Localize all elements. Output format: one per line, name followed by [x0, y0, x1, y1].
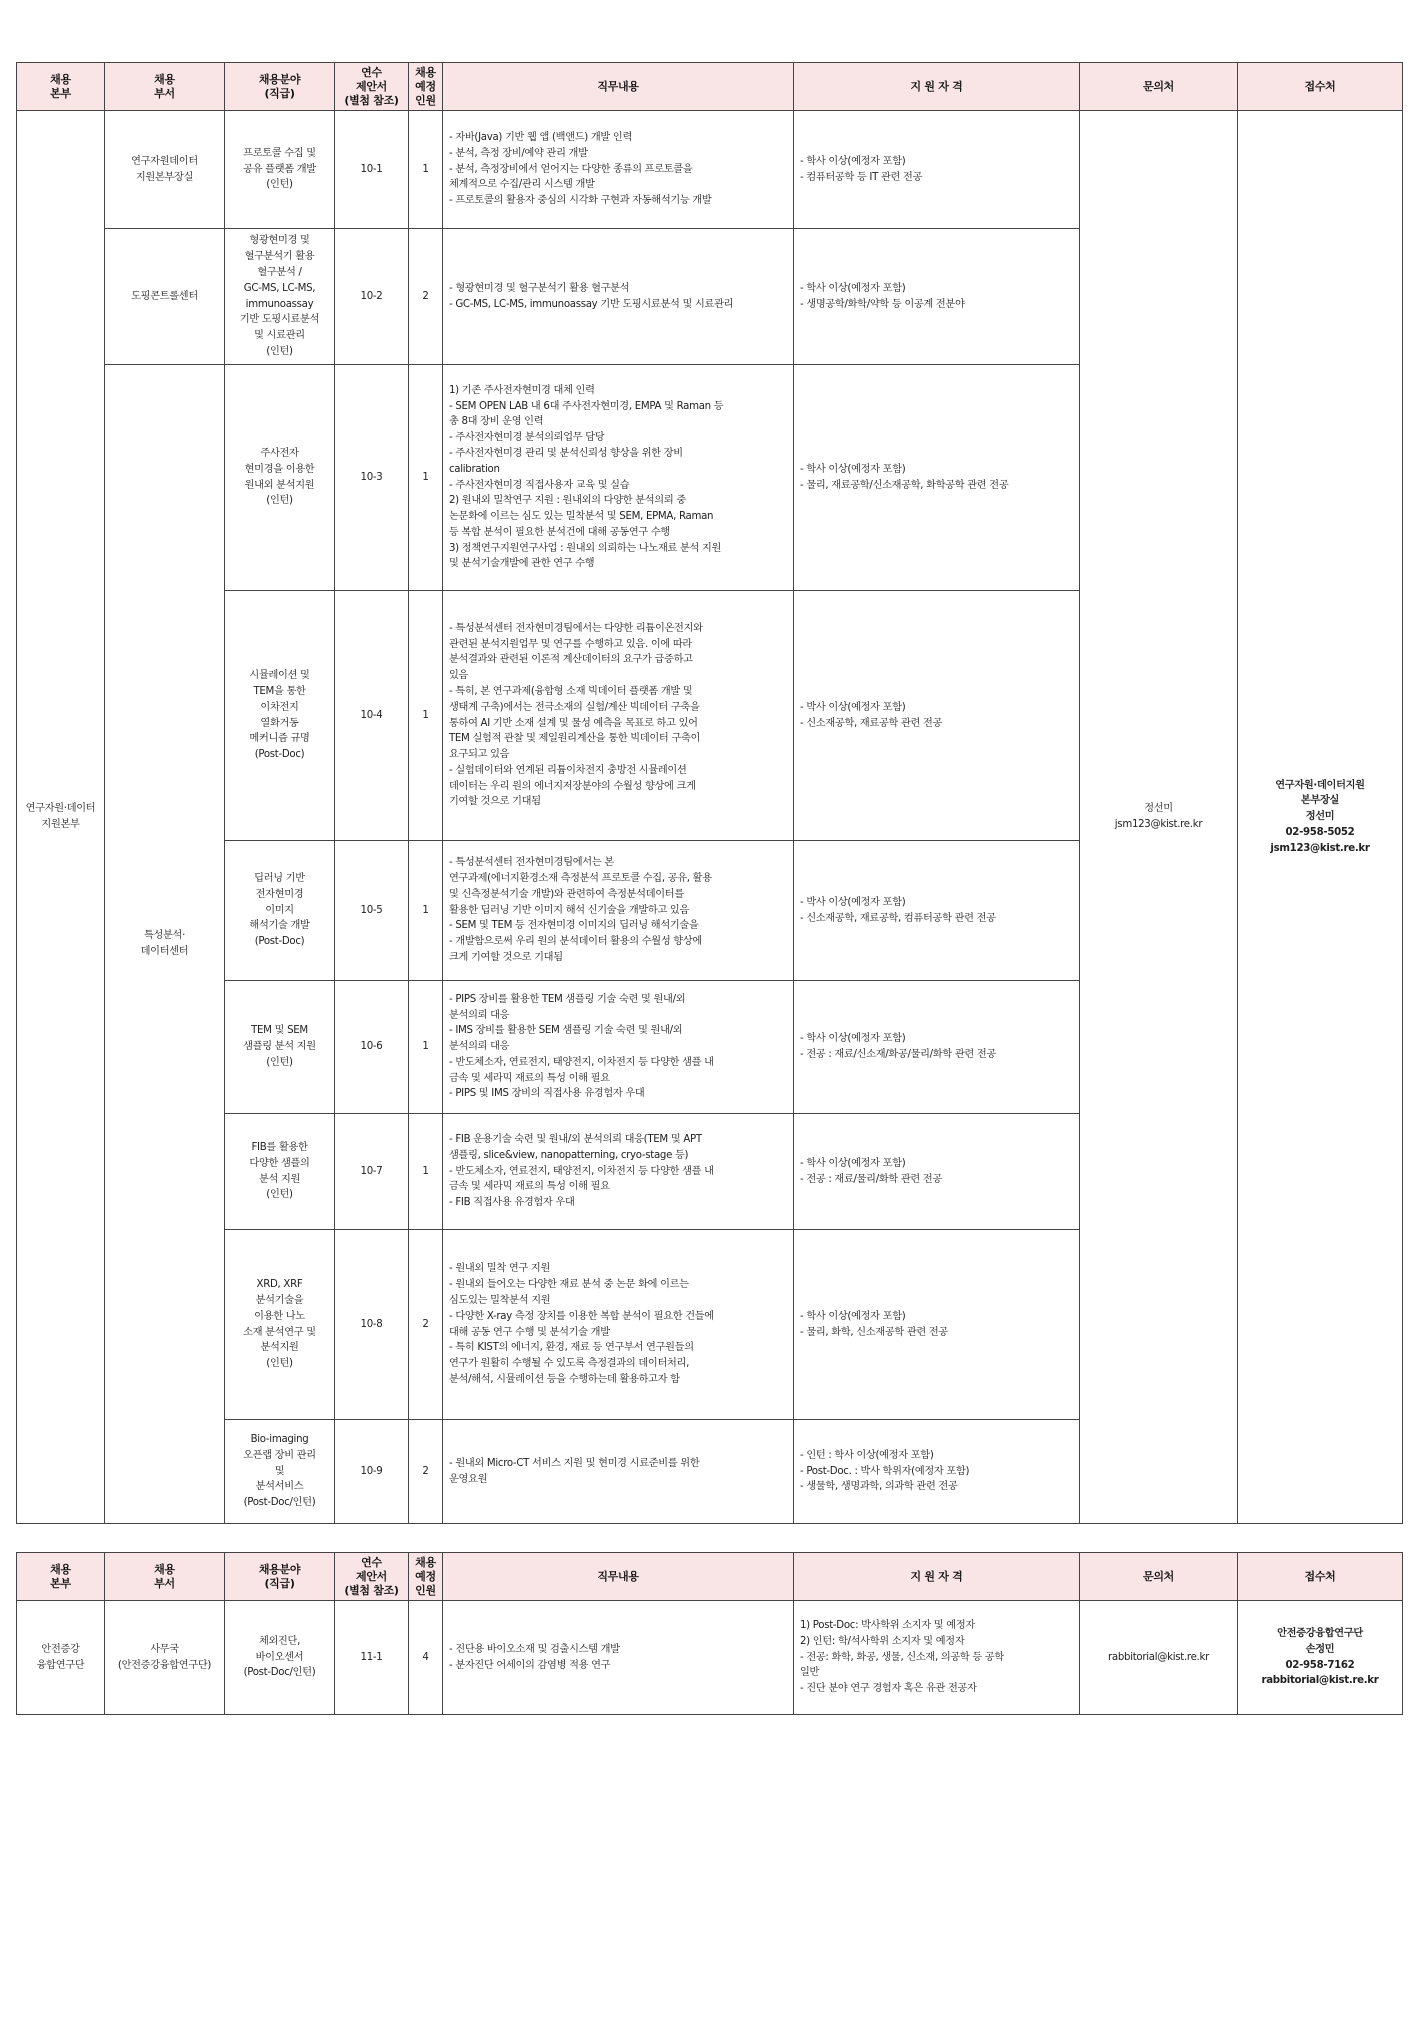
- header-submit: 접수처: [1238, 63, 1403, 111]
- org-cell: 안전증강 융합연구단: [17, 1601, 105, 1715]
- proposal-cell: 11-1: [335, 1601, 409, 1715]
- duty-cell: - 원내외 밀착 연구 지원 - 원내외 들어오는 다양한 재료 분석 중 논문 화에 이르는 심도있는 밀착분석 지원 - 다양한 X-ray 측정 장치를 이용한 복합 분석이 필요한 건들에 대해 공동 연구 수행 및 분석기술 개발 - 특히 KIST의 에너지, 환경, 재료 등 연구부서 연구원들의 연구가 원활히 수행될 수 있도록 측정결과의 데이터처리, 분석/해석, 시뮬레이션 등을 수행하는데 활용하고자 함: [443, 1230, 794, 1420]
- proposal-cell: 10-7: [335, 1114, 409, 1230]
- header-contact: 문의처: [1080, 63, 1238, 111]
- field-cell: Bio-imaging 오픈랩 장비 관리 및 분석서비스 (Post-Doc/인턴): [225, 1420, 335, 1524]
- qual-cell: - 학사 이상(예정자 포함) - 물리, 화학, 신소재공학 관련 전공: [794, 1230, 1080, 1420]
- header-count: 채용 예정 인원: [409, 63, 443, 111]
- qual-cell: - 학사 이상(예정자 포함) - 생명공학/화학/약학 등 이공계 전분야: [794, 229, 1080, 365]
- recruitment-table-1: [16, 62, 1403, 1524]
- count-cell: 4: [409, 1601, 443, 1715]
- header-duty: 직무내용: [443, 63, 794, 111]
- header-field: 채용분야 (직급): [225, 63, 335, 111]
- header-dept: 채용 부서: [105, 63, 225, 111]
- qual-cell: - 학사 이상(예정자 포함) - 물리, 재료공학/신소재공학, 화학공학 관련 전공: [794, 365, 1080, 591]
- count-cell: 2: [409, 1230, 443, 1420]
- proposal-cell: 10-1: [335, 111, 409, 229]
- qual-cell: - 학사 이상(예정자 포함) - 컴퓨터공학 등 IT 관련 전공: [794, 111, 1080, 229]
- duty-cell: 1) 기존 주사전자현미경 대체 인력 - SEM OPEN LAB 내 6대 주사전자현미경, EMPA 및 Raman 등 총 8대 장비 운영 인력 - 주사전자현미경 분석의뢰업무 담당 - 주사전자현미경 관리 및 분석신뢰성 향상을 위한 장비 calibration - 주사전자현미경 직접사용자 교육 및 실습 2) 원내외 밀착연구 지원 : 원내외의 다양한 분석의뢰 중 논문화에 이르는 심도 있는 밀착분석 및 SEM, EPMA, Raman 등 복합 분석이 필요한 분석건에 대해 공동연구 수행 3) 정책연구지원연구사업 : 원내외 의뢰하는 나노재료 분석 지원 및 분석기술개발에 관한 연구 수행: [443, 365, 794, 591]
- count-cell: 1: [409, 1114, 443, 1230]
- field-cell: TEM 및 SEM 샘플링 분석 지원 (인턴): [225, 981, 335, 1114]
- contact-cell: 정선미 jsm123@kist.re.kr: [1080, 111, 1238, 1524]
- table-row: [17, 111, 1403, 229]
- proposal-cell: 10-5: [335, 841, 409, 981]
- proposal-cell: 10-2: [335, 229, 409, 365]
- count-cell: 1: [409, 591, 443, 841]
- duty-cell: - 진단용 바이오소재 및 검출시스템 개발 - 분자진단 어세이의 감염병 적용 연구: [443, 1601, 794, 1715]
- duty-cell: - 원내외 Micro-CT 서비스 지원 및 현미경 시료준비를 위한 운영요원: [443, 1420, 794, 1524]
- contact-cell: rabbitorial@kist.re.kr: [1080, 1601, 1238, 1715]
- dept-cell: 특성분석· 데이터센터: [105, 365, 225, 1524]
- header-dept: 채용 부서: [105, 1553, 225, 1601]
- count-cell: 1: [409, 841, 443, 981]
- qual-cell: - 박사 이상(예정자 포함) - 신소재공학, 재료공학 관련 전공: [794, 591, 1080, 841]
- qual-cell: - 학사 이상(예정자 포함) - 전공 : 재료/신소재/화공/물리/화학 관련 전공: [794, 981, 1080, 1114]
- proposal-cell: 10-3: [335, 365, 409, 591]
- header-org: 채용 본부: [17, 1553, 105, 1601]
- field-cell: 체외진단, 바이오센서 (Post-Doc/인턴): [225, 1601, 335, 1715]
- count-cell: 2: [409, 1420, 443, 1524]
- dept-cell: 연구자원데이터 지원본부장실: [105, 111, 225, 229]
- table-row: [17, 1601, 1403, 1715]
- proposal-cell: 10-4: [335, 591, 409, 841]
- proposal-cell: 10-8: [335, 1230, 409, 1420]
- field-cell: 시뮬레이션 및 TEM을 통한 이차전지 열화거동 메커니즘 규명 (Post-Doc): [225, 591, 335, 841]
- qual-cell: - 학사 이상(예정자 포함) - 전공 : 재료/물리/화학 관련 전공: [794, 1114, 1080, 1230]
- submit-cell: 연구자원·데이터지원 본부장실 정선미 02-958-5052 jsm123@kist.re.kr: [1238, 111, 1403, 1524]
- field-cell: FIB를 활용한 다양한 샘플의 분석 지원 (인턴): [225, 1114, 335, 1230]
- header-count: 채용 예정 인원: [409, 1553, 443, 1601]
- table-header-row: [17, 1553, 1403, 1601]
- recruitment-table-2: [16, 1552, 1403, 1715]
- field-cell: 형광현미경 및 혈구분석기 활용 혈구분석 / GC-MS, LC-MS, immunoassay 기반 도핑시료분석 및 시료관리 (인턴): [225, 229, 335, 365]
- header-proposal: 연수 제안서 (별첨 참조): [335, 63, 409, 111]
- duty-cell: - FIB 운용기술 숙련 및 원내/외 분석의뢰 대응(TEM 및 APT 샘플링, slice&view, nanopatterning, cryo-stage 등) - 반도체소자, 연료전지, 태양전지, 이차전지 등 다양한 샘플 내 금속 및 세라믹 재료의 특성 이해 필요 - FIB 직접사용 유경험자 우대: [443, 1114, 794, 1230]
- dept-cell: 도핑콘트롤센터: [105, 229, 225, 365]
- duty-cell: - 특성분석센터 전자현미경팀에서는 다양한 리튬이온전지와 관련된 분석지원업무 및 연구를 수행하고 있음. 이에 따라 분석결과와 관련된 이론적 계산데이터의 요구가 급증하고 있음 - 특히, 본 연구과제(융합형 소재 빅데이터 플랫폼 개발 및 생태계 구축)에서는 전극소재의 실험/계산 빅데이터 구축을 통하여 AI 기반 소재 설계 및 물성 예측을 목표로 하고 있어 TEM 실험적 관찰 및 제일원리계산을 통한 빅데이터 구축이 요구되고 있음 - 실험데이터와 연계된 리튬이차전지 충방전 시뮬레이션 데이터는 우리 원의 에너지저장분야의 수월성 향상에 크게 기여할 것으로 기대됨: [443, 591, 794, 841]
- header-org: 채용 본부: [17, 63, 105, 111]
- field-cell: XRD, XRF 분석기술을 이용한 나노 소재 분석연구 및 분석지원 (인턴): [225, 1230, 335, 1420]
- duty-cell: - 특성분석센터 전자현미경팀에서는 본 연구과제(에너지환경소재 측정분석 프로토콜 수집, 공유, 활용 및 신측정분석기술 개발)와 관련하여 측정분석데이터를 활용한 딥러닝 기반 이미지 해석 신기술을 개발하고 있음 - SEM 및 TEM 등 전자현미경 이미지의 딥러닝 해석기술을 - 개발함으로써 우리 원의 분석데이터 활용의 수월성 향상에 크게 기여할 것으로 기대됨: [443, 841, 794, 981]
- header-duty: 직무내용: [443, 1553, 794, 1601]
- field-cell: 프로토콜 수집 및 공유 플랫폼 개발 (인턴): [225, 111, 335, 229]
- duty-cell: - PIPS 장비를 활용한 TEM 샘플링 기술 숙련 및 원내/외 분석의뢰 대응 - IMS 장비를 활용한 SEM 샘플링 기술 숙련 및 원내/외 분석의뢰 대응 - 반도체소자, 연료전지, 태양전지, 이차전지 등 다양한 샘플 내 금속 및 세라믹 재료의 특성 이해 필요 - PIPS 및 IMS 장비의 직접사용 유경험자 우대: [443, 981, 794, 1114]
- field-cell: 딥러닝 기반 전자현미경 이미지 해석기술 개발 (Post-Doc): [225, 841, 335, 981]
- count-cell: 1: [409, 365, 443, 591]
- proposal-cell: 10-6: [335, 981, 409, 1114]
- header-qual: 지 원 자 격: [794, 1553, 1080, 1601]
- header-field: 채용분야 (직급): [225, 1553, 335, 1601]
- proposal-cell: 10-9: [335, 1420, 409, 1524]
- count-cell: 2: [409, 229, 443, 365]
- count-cell: 1: [409, 981, 443, 1114]
- header-proposal: 연수 제안서 (별첨 참조): [335, 1553, 409, 1601]
- dept-cell: 사무국 (안전증강융합연구단): [105, 1601, 225, 1715]
- qual-cell: 1) Post-Doc: 박사학위 소지자 및 예정자 2) 인턴: 학/석사학위 소지자 및 예정자 - 전공: 화학, 화공, 생물, 신소재, 의공학 등 공학 일반 - 진단 분야 연구 경험자 혹은 유관 전공자: [794, 1601, 1080, 1715]
- duty-cell: - 자바(Java) 기반 웹 앱 (백앤드) 개발 인력 - 분석, 측정 장비/예약 관리 개발 - 분석, 측정장비에서 얻어지는 다양한 종류의 프로토콜을 체계적으로 수집/관리 시스템 개발 - 프로토콜의 활용자 중심의 시각화 구현과 자동해석기능 개발: [443, 111, 794, 229]
- qual-cell: - 박사 이상(예정자 포함) - 신소재공학, 재료공학, 컴퓨터공학 관련 전공: [794, 841, 1080, 981]
- qual-cell: - 인턴 : 학사 이상(예정자 포함) - Post-Doc. : 박사 학위자(예정자 포함) - 생물학, 생명과학, 의과학 관련 전공: [794, 1420, 1080, 1524]
- table-header-row: [17, 63, 1403, 111]
- submit-cell: 안전증강융합연구단 손정민 02-958-7162 rabbitorial@kist.re.kr: [1238, 1601, 1403, 1715]
- field-cell: 주사전자 현미경을 이용한 원내외 분석지원 (인턴): [225, 365, 335, 591]
- org-cell: 연구자원·데이터 지원본부: [17, 111, 105, 1524]
- header-submit: 접수처: [1238, 1553, 1403, 1601]
- duty-cell: - 형광현미경 및 혈구분석기 활용 혈구분석 - GC-MS, LC-MS, immunoassay 기반 도핑시료분석 및 시료관리: [443, 229, 794, 365]
- header-contact: 문의처: [1080, 1553, 1238, 1601]
- header-qual: 지 원 자 격: [794, 63, 1080, 111]
- count-cell: 1: [409, 111, 443, 229]
